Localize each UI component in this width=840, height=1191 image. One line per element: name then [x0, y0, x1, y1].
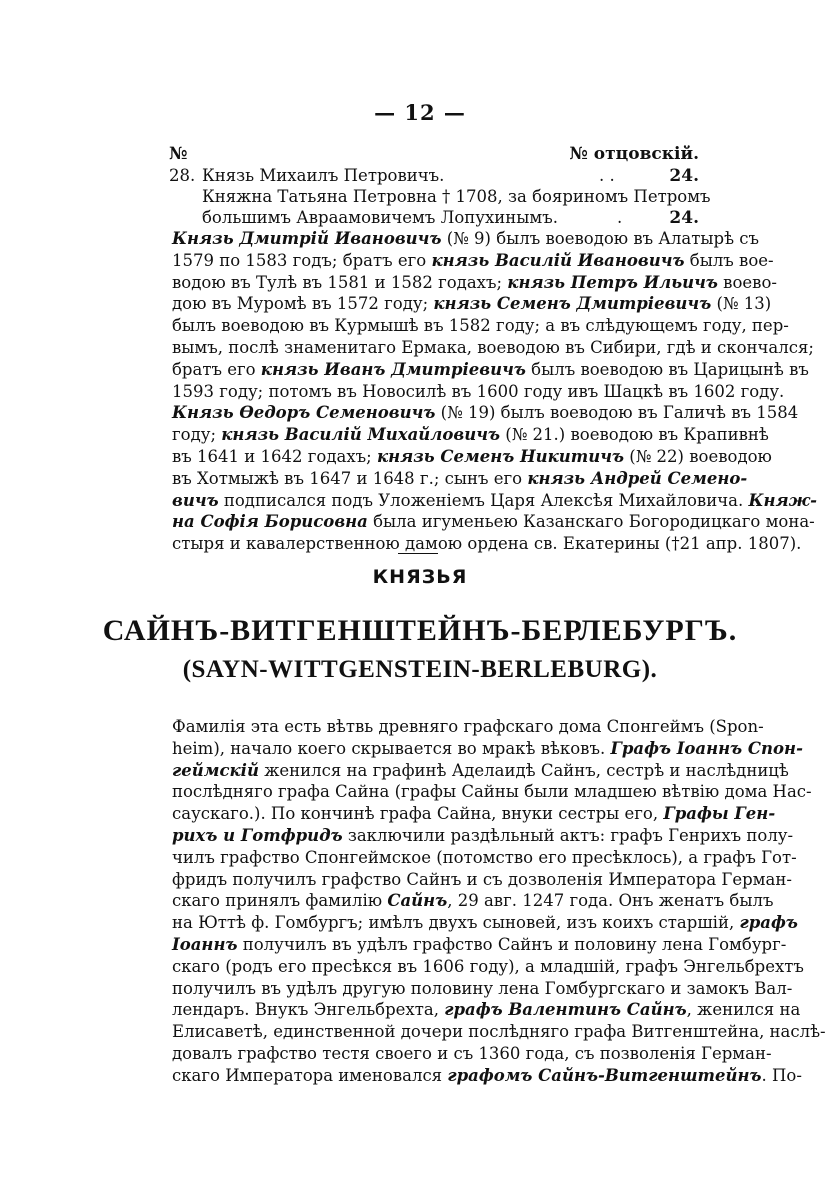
text-line	[172, 468, 748, 490]
text-run: на Юттѣ ф. Гомбургъ; имѣлъ двухъ сыновей, изъ коихъ старшій,	[172, 913, 740, 933]
text-line	[172, 250, 774, 272]
text-run: лендаръ. Внукъ Энгельбрехта,	[172, 1000, 445, 1020]
emphasized-name: рихъ и Готфридъ	[172, 825, 343, 845]
text-run: (№ 22) воеводою	[624, 446, 772, 466]
emphasized-name: князь Василій Ивановичъ	[431, 250, 685, 270]
text-run: heim), начало коего скрывается во мракѣ вѣковъ.	[172, 738, 611, 758]
emphasized-name: графъ Валентинъ Сайнъ	[444, 1000, 687, 1020]
text-run: Фамилія эта есть вѣтвь древняго графскаго дома Спонгеймъ (Spon-	[172, 717, 764, 736]
text-line	[172, 760, 789, 782]
text-line	[172, 272, 777, 294]
text-run: (№ 19) былъ воеводою въ Галичѣ въ 1584	[435, 403, 799, 423]
text-run: Елисаветѣ, единственной дочери послѣдняго графа Витгенштейна, наслѣ-	[172, 1022, 826, 1042]
text-run: 1579 по 1583 годъ; братъ его	[172, 250, 432, 270]
subentry-text-line2: большимъ Авраамовичемъ Лопухинымъ.	[202, 208, 558, 227]
subentry-leader-dots: .	[617, 208, 623, 227]
text-line	[172, 424, 769, 446]
text-line	[172, 999, 801, 1021]
section-divider	[398, 553, 438, 554]
text-line	[172, 869, 792, 891]
text-line	[172, 381, 785, 403]
text-run: женился на графинѣ Аделаидѣ Сайнъ, сестрѣ и наслѣдницѣ	[258, 760, 789, 780]
emphasized-name: Графы Ген-	[663, 804, 776, 824]
text-run: стыря и кавалерственною дамою ордена св. Екатерины (†21 апр. 1807).	[172, 534, 802, 554]
text-run: вымъ, послѣ знаменитаго Ермака, воеводою въ Сибири, гдѣ и скончался;	[172, 337, 814, 357]
column-header-father-number: № отцовскій.	[569, 144, 699, 164]
emphasized-name: графомъ Сайнъ-Витгенштейнъ	[447, 1065, 762, 1085]
text-run: . По-	[761, 1065, 802, 1085]
text-run: (№ 13)	[711, 294, 772, 314]
text-run: дою въ Муромѣ въ 1572 году;	[172, 294, 434, 314]
entry-father-ref: 24.	[669, 166, 699, 186]
text-line	[172, 956, 804, 978]
emphasized-name: князь Андрей Семено-	[527, 468, 748, 488]
text-run: году;	[172, 425, 222, 445]
text-run: чилъ графство Спонгеймское (потомство его пресѣклось), а графъ Гот-	[172, 847, 797, 867]
text-run: , 29 авг. 1247 года. Онъ женатъ былъ	[447, 891, 774, 911]
text-run: была игуменьею Казанскаго Богородицкаго мона-	[367, 512, 815, 532]
paragraph-kuzmin-notes	[172, 228, 818, 555]
text-run: скаго Императора именовался	[172, 1065, 448, 1085]
text-run: скаго принялъ фамилію	[172, 891, 388, 911]
text-line	[172, 890, 774, 912]
text-line	[172, 978, 793, 1000]
emphasized-name: Княж-	[748, 490, 818, 510]
text-line	[172, 446, 772, 468]
text-run: саускаго.). По кончинѣ графа Сайна, внуки сестры его,	[172, 804, 664, 824]
emphasized-name: геймскій	[172, 760, 259, 780]
text-run: получилъ въ удѣлъ другую половину лена Гомбургскаго и замокъ Вал-	[172, 978, 793, 998]
text-run: былъ воеводою въ Курмышѣ въ 1582 году; а въ слѣдующемъ году, пер-	[172, 316, 789, 336]
text-run: скаго (родъ его пресѣкся въ 1606 году), а младшій, графъ Энгельбрехтъ	[172, 956, 804, 976]
emphasized-name: на Софія Борисовна	[172, 512, 368, 532]
text-line	[172, 315, 789, 337]
text-line	[172, 337, 814, 359]
text-run: въ 1641 и 1642 годахъ;	[172, 446, 377, 466]
text-run: былъ вое-	[684, 250, 774, 270]
text-line	[172, 293, 772, 315]
text-run: подписался подъ Уложеніемъ Царя Алексѣя Михайловича.	[218, 490, 749, 510]
emphasized-name: Іоаннъ	[172, 934, 238, 954]
subentry-text-line1: Княжна Татьяна Петровна † 1708, за бояриномъ Петромъ	[202, 187, 711, 206]
emphasized-name: Князь Ѳедоръ Семеновичъ	[172, 403, 436, 423]
text-run: послѣдняго графа Сайна (графы Сайны были младшею вѣтвію дома Нас-	[172, 782, 812, 802]
text-line	[172, 511, 815, 533]
emphasized-name: князь Петръ Ильичъ	[507, 272, 718, 292]
text-run: (№ 21.) воеводою въ Крапивнѣ	[500, 425, 769, 445]
subentry-father-ref: 24.	[669, 208, 699, 228]
text-run: былъ воеводою въ Царицынѣ въ	[525, 359, 809, 379]
text-run: воево-	[717, 272, 777, 292]
emphasized-name: Князь Дмитрій Ивановичъ	[172, 229, 442, 248]
page-number: — 12 —	[374, 100, 466, 125]
emphasized-name: графъ	[739, 913, 798, 933]
text-line	[172, 1043, 772, 1065]
text-run: получилъ въ удѣлъ графство Сайнъ и половину лена Гомбург-	[237, 934, 787, 954]
text-run: , женился на	[686, 1000, 801, 1020]
emphasized-name: князь Семенъ Никитичъ	[376, 446, 625, 466]
entry-leader-dots: . .	[599, 166, 615, 185]
column-header-number: №	[169, 144, 188, 164]
section-heading-family: САЙНЪ-ВИТГЕНШТЕЙНЪ-БЕРЛЕБУРГЪ.	[102, 614, 738, 647]
text-run: заключили раздѣльный актъ: графъ Генрихъ полу-	[342, 825, 794, 845]
text-line	[172, 228, 759, 250]
emphasized-name: князь Василій Михайловичъ	[221, 425, 501, 445]
text-line	[172, 533, 802, 555]
text-line	[172, 490, 818, 512]
section-heading-title: КНЯЗЬЯ	[372, 566, 468, 588]
text-run: довалъ графство тестя своего и съ 1360 года, съ позволенія Герман-	[172, 1043, 772, 1063]
text-line	[172, 825, 794, 847]
section-heading-latin: (SAYN-WITTGENSTEIN-BERLEBURG).	[182, 656, 658, 683]
text-run: братъ его	[172, 359, 261, 379]
text-run: водою въ Тулѣ въ 1581 и 1582 годахъ;	[172, 272, 508, 292]
text-line	[172, 716, 764, 738]
text-line	[172, 912, 798, 934]
text-line	[172, 1021, 826, 1043]
emphasized-name: Графъ Іоаннъ Спон-	[610, 738, 803, 758]
emphasized-name: вичъ	[172, 490, 219, 510]
text-line	[172, 402, 799, 424]
text-line	[172, 934, 787, 956]
text-run: 1593 году; потомъ въ Новосилѣ въ 1600 году ивъ Шацкѣ въ 1602 году.	[172, 381, 785, 401]
text-run: въ Хотмыжѣ въ 1647 и 1648 г.; сынъ его	[172, 468, 528, 488]
text-line	[172, 847, 797, 869]
entry-number: 28.	[169, 166, 196, 185]
text-line	[172, 803, 776, 825]
text-run: (№ 9) былъ воеводою въ Алатырѣ съ	[441, 229, 759, 248]
text-line	[172, 781, 812, 803]
paragraph-family-history	[172, 716, 826, 1087]
text-line	[172, 738, 803, 760]
text-line	[172, 359, 809, 381]
emphasized-name: Сайнъ	[387, 891, 448, 911]
entry-name: Князь Михаилъ Петровичъ.	[202, 166, 445, 185]
text-run: фридъ получилъ графство Сайнъ и съ дозволенія Императора Герман-	[172, 869, 792, 889]
text-line	[172, 1065, 802, 1087]
emphasized-name: князь Семенъ Дмитріевичъ	[433, 294, 712, 314]
emphasized-name: князь Иванъ Дмитріевичъ	[260, 359, 526, 379]
